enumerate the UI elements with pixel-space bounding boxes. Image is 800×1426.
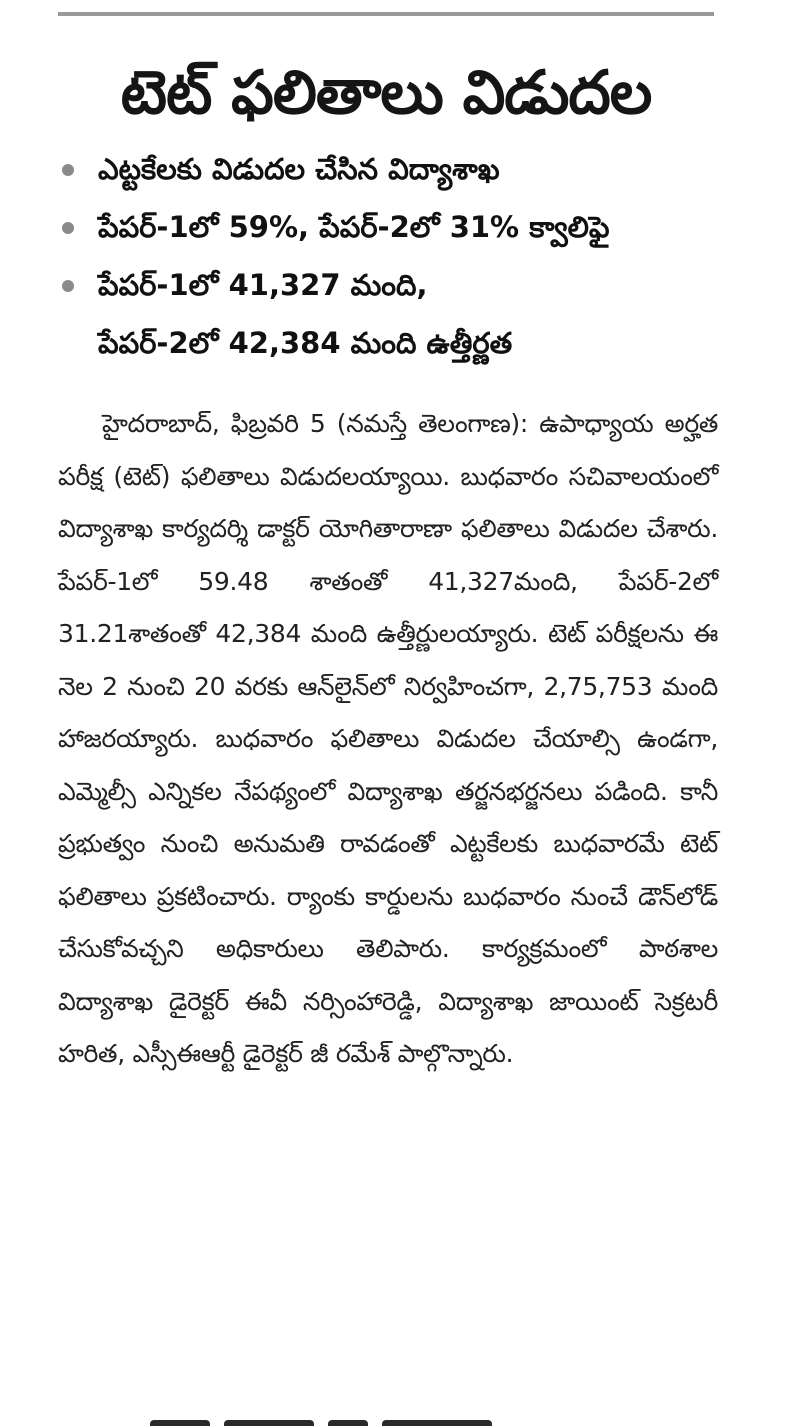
bullet-dot-icon [62, 280, 74, 292]
bullet-text: పేపర్-1లో 59%, పేపర్-2లో 31% క్వాలిఫై [98, 210, 610, 244]
bullet-text: పేపర్-1లో 41,327 మంది, [98, 268, 428, 302]
bullet-dot-icon [62, 222, 74, 234]
article-body: హైదరాబాద్, ఫిబ్రవరి 5 (నమస్తే తెలంగాణ): ఉపాధ్యాయ అర్హత పరీక్ష (టెట్) ఫలితాలు విడుదలయ్యాయి. బుధవారం సచివాలయంలో విద్యాశాఖ కార్యదర్శి డాక్టర్ యోగితారాణా ఫలితాలు విడుదల చేశారు. పేపర్-1లో 59.48 శాతంతో 41,327మంది, పేపర్-2లో 31.21శాతంతో 42,384 మంది ఉత్తీర్ణులయ్యారు. టెట్ పరీక్షలను ఈ నెల 2 నుంచి 20 వరకు ఆన్‌లైన్‌లో నిర్వహించగా, 2,75,753 మంది హాజరయ్యారు. బుధవారం ఫలితాలు విడుదల చేయాల్సి ఉండగా, ఎమ్మెల్సీ ఎన్నికల నేపథ్యంలో విద్యాశాఖ తర్జనభర్జనలు పడింది. కానీ ప్రభుత్వం నుంచి అనుమతి రావడంతో ఎట్టకేలకు బుధవారమే టెట్ ఫలితాలు ప్రకటించారు. ర్యాంకు కార్డులను బుధవారం నుంచే డౌన్‌లోడ్ చేసుకోవచ్చని అధికారులు తెలిపారు. కార్యక్రమంలో పాఠశాల విద్యాశాఖ డైరెక్టర్ ఈవీ నర్సింహారెడ్డి, విద్యాశాఖ జాయింట్ సెక్రటరీ హరిత, ఎస్సీఈఆర్టీ డైరెక్టర్ జీ రమేశ్ పాల్గొన్నారు. [58, 409, 719, 1068]
highlight-bullet [58, 140, 728, 198]
bullet-dot-icon [62, 164, 74, 176]
bullet-text-continuation: పేపర్-2లో 42,384 మంది ఉత్తీర్ణత [98, 326, 513, 360]
top-divider-rule [58, 12, 714, 16]
highlight-bullet-list [58, 140, 728, 372]
bullet-text: ఎట్టకేలకు విడుదల చేసిన విద్యాశాఖ [98, 152, 500, 186]
cropped-next-headline [150, 1412, 570, 1426]
highlight-bullet [58, 256, 728, 372]
highlight-bullet [58, 198, 728, 256]
article-headline: టెట్ ఫలితాలు విడుదల [120, 58, 652, 128]
